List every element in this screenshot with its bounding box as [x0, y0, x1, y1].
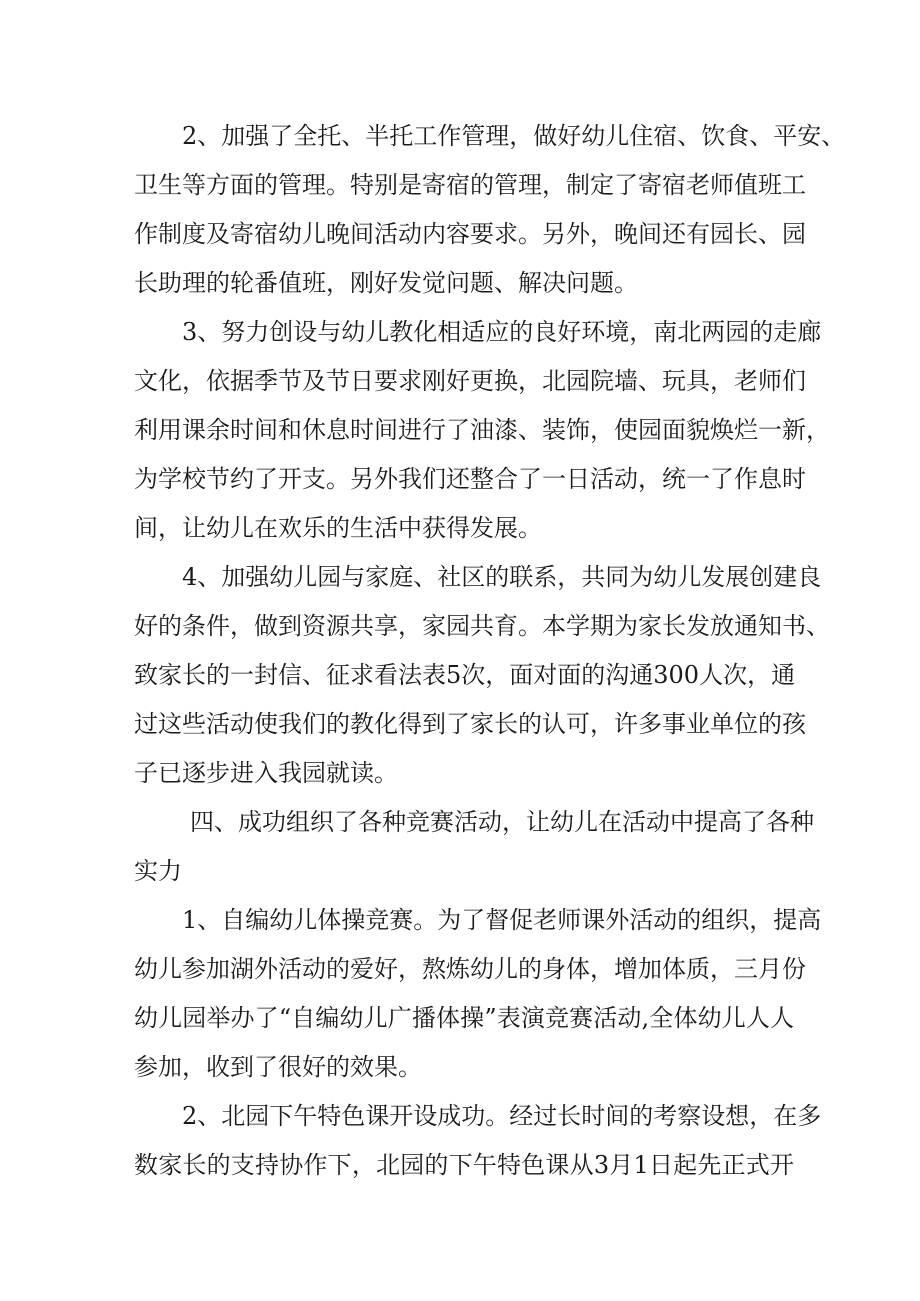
paragraph-3-line-3: 利用课余时间和休息时间进行了油漆、装饰，使园面貌焕烂一新，	[134, 416, 830, 444]
paragraph-2-line-4: 长助理的轮番值班，刚好发觉问题、解决问题。	[134, 269, 638, 297]
paragraph-4-line-1: 4、加强幼儿园与家庭、社区的联系，共同为幼儿发展创建良	[182, 563, 822, 591]
paragraph-3-line-5: 间，让幼儿在欢乐的生活中获得发展。	[134, 514, 542, 542]
paragraph-3-line-1: 3、努力创设与幼儿教化相适应的良好环境，南北两园的走廊	[182, 318, 822, 346]
item-1-line-2: 幼儿参加湖外活动的爱好，熬炼幼儿的身体，增加体质，三月份	[134, 955, 806, 983]
paragraph-2-line-3: 作制度及寄宿幼儿晚间活动内容要求。另外，晚间还有园长、园	[134, 220, 806, 248]
paragraph-2-line-2: 卫生等方面的管理。特别是寄宿的管理，制定了寄宿老师值班工	[134, 171, 806, 199]
section-heading-line-2: 实力	[134, 857, 182, 885]
section-heading-line-1: 四、成功组织了各种竞赛活动，让幼儿在活动中提高了各种	[190, 808, 814, 836]
paragraph-4-line-3: 致家长的一封信、征求看法表5次，面对面的沟通300人次，通	[134, 661, 796, 689]
paragraph-4-line-5: 子已逐步进入我园就读。	[134, 759, 398, 787]
item-2-line-1: 2、北园下午特色课开设成功。经过长时间的考察设想，在多	[182, 1102, 822, 1130]
paragraph-4-line-4: 过这些活动使我们的教化得到了家长的认可，许多事业单位的孩	[134, 710, 806, 738]
item-1-line-3: 幼儿园举办了“自编幼儿广播体操”表演竞赛活动,全体幼儿人人	[134, 1004, 794, 1032]
item-2-line-2: 数家长的支持协作下，北园的下午特色课从3月1日起先正式开	[134, 1151, 794, 1179]
paragraph-2-line-1: 2、加强了全托、半托工作管理，做好幼儿住宿、饮食、平安、	[182, 122, 846, 150]
item-1-line-1: 1、自编幼儿体操竞赛。为了督促老师课外活动的组织，提高	[182, 906, 822, 934]
paragraph-3-line-4: 为学校节约了开支。另外我们还整合了一日活动，统一了作息时	[134, 465, 806, 493]
paragraph-3-line-2: 文化，依据季节及节日要求刚好更换，北园院墙、玩具，老师们	[134, 367, 806, 395]
item-1-line-4: 参加，收到了很好的效果。	[134, 1053, 422, 1081]
paragraph-4-line-2: 好的条件，做到资源共享，家园共育。本学期为家长发放通知书、	[134, 612, 830, 640]
